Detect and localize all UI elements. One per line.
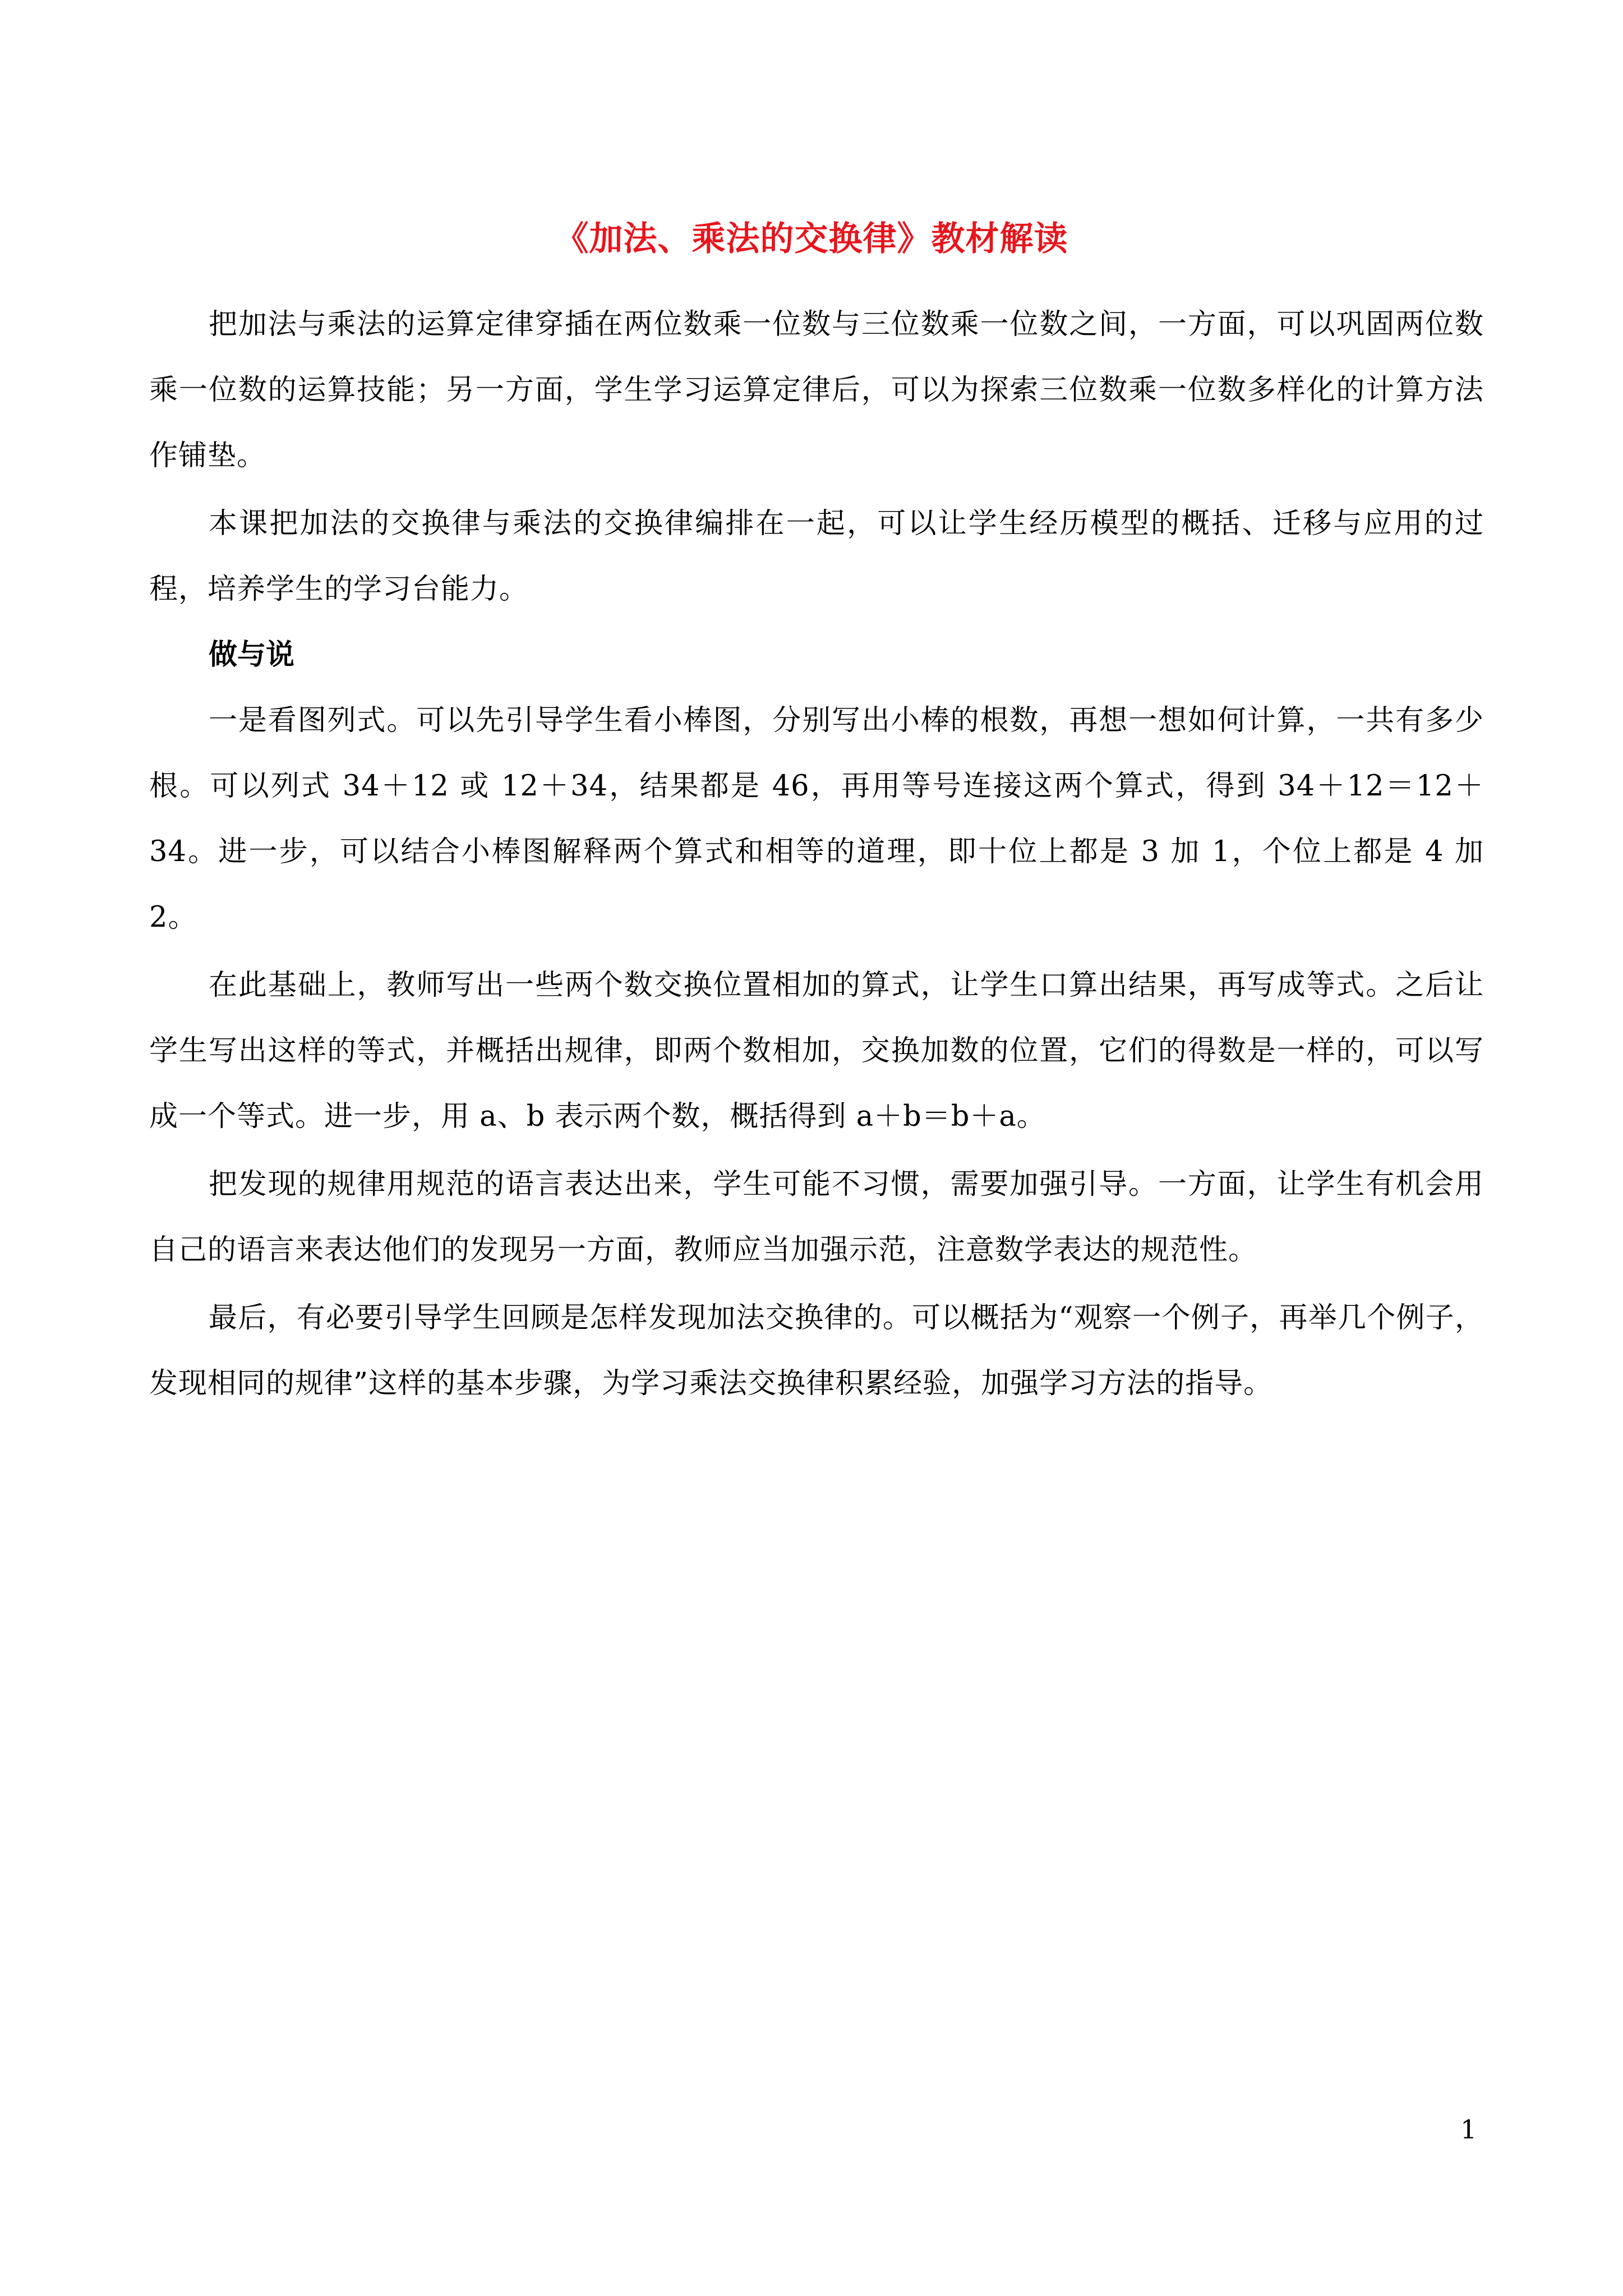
section-paragraph-3: 把发现的规律用规范的语言表达出来，学生可能不习惯，需要加强引导。一方面，让学生有机会用自己的语言来表达他们的发现另一方面，教师应当加强示范，注意数学表达的规范性。 bbox=[149, 1168, 1484, 1267]
section-paragraph-2: 在此基础上，教师写出一些两个数交换位置相加的算式，让学生口算出结果，再写成等式。之后让学生写出这样的等式，并概括出规律，即两个数相加，交换加数的位置，它们的得数是一样的，可以写成一个等式。进一步，用 a、b 表示两个数，概括得到 a＋b＝b＋a。 bbox=[149, 969, 1484, 1133]
document-title: 《加法、乘法的交换律》教材解读 bbox=[555, 219, 1068, 259]
page-number: 1 bbox=[1460, 2114, 1477, 2145]
section-paragraph-4: 最后，有必要引导学生回顾是怎样发现加法交换律的。可以概括为“观察一个例子，再举几个例子，发现相同的规律”这样的基本步骤，为学习乘法交换律积累经验，加强学习方法的指导。 bbox=[149, 1301, 1484, 1400]
paragraph-intro-2: 本课把加法的交换律与乘法的交换律编排在一起，可以让学生经历模型的概括、迁移与应用的过程，培养学生的学习台能力。 bbox=[149, 507, 1484, 606]
document-body bbox=[149, 292, 1484, 1416]
paragraph-intro-1: 把加法与乘法的运算定律穿插在两位数乘一位数与三位数乘一位数之间，一方面，可以巩固两位数乘一位数的运算技能；另一方面，学生学习运算定律后，可以为探索三位数乘一位数多样化的计算方法作铺垫。 bbox=[149, 308, 1484, 472]
section-heading: 做与说 bbox=[209, 638, 295, 671]
section-paragraph-1: 一是看图列式。可以先引导学生看小棒图，分别写出小棒的根数，再想一想如何计算，一共有多少根。可以列式 34＋12 或 12＋34，结果都是 46，再用等号连接这两个算式，得到 34＋12＝12＋34。进一步，可以结合小棒图解释两个算式和相等的道理，即十位上都是 3 加 1，个位上都是 4 加 2。 bbox=[149, 704, 1484, 934]
